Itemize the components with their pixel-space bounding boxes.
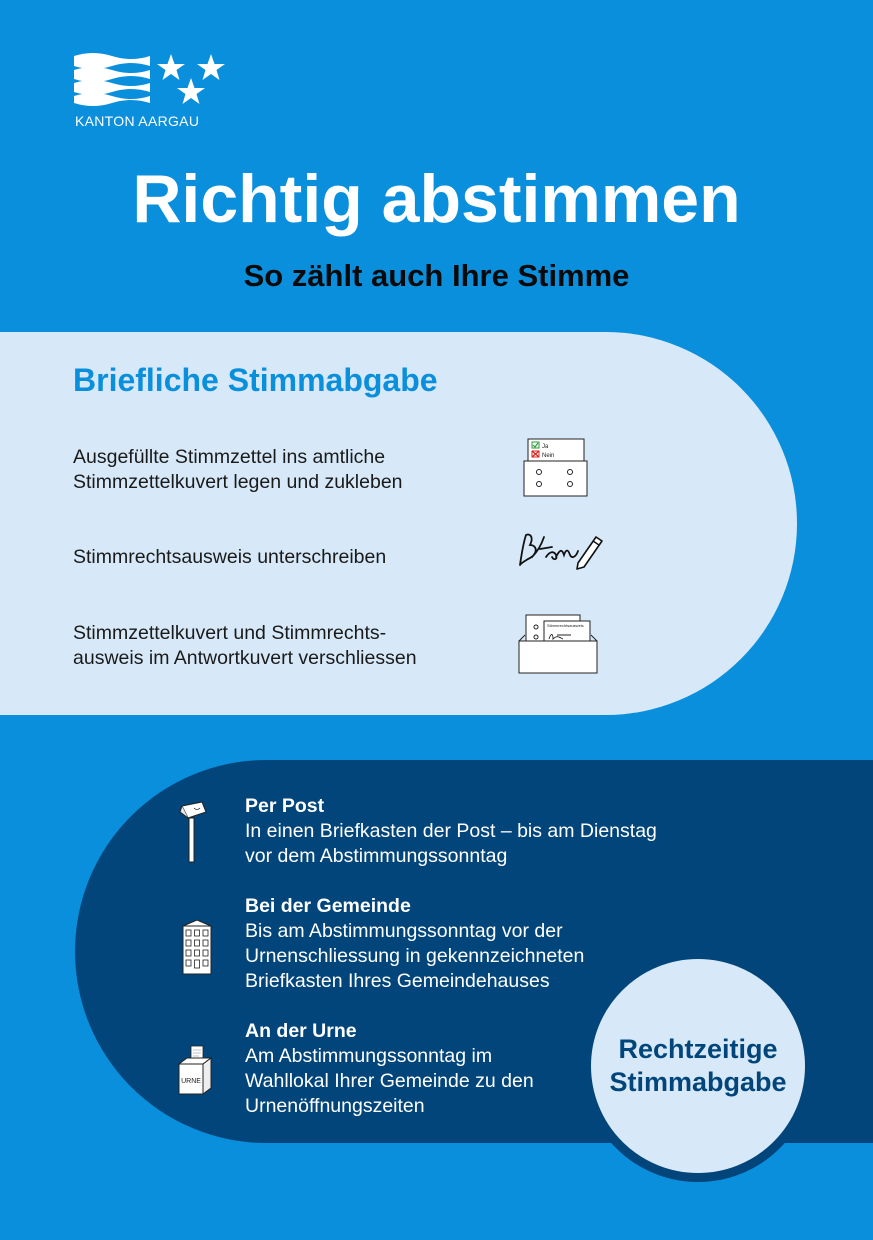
step-3-line-1: Stimmzettelkuvert und Stimmrechts- xyxy=(73,622,387,644)
item-urne-line-2: Wahllokal Ihrer Gemeinde zu den xyxy=(245,1070,534,1092)
ballot-envelope-icon xyxy=(522,437,590,499)
urne-label: URNE xyxy=(181,1078,201,1085)
item-urne-line-1: Am Abstimmungssonntag im xyxy=(245,1045,493,1067)
badge-text xyxy=(609,1033,786,1099)
ballot-yes-label: Ja xyxy=(542,444,549,450)
brand-name: KANTON AARGAU xyxy=(75,113,200,129)
step-2-line-1: Stimmrechtsausweis unterschreiben xyxy=(73,546,387,568)
rechtzeitige-badge xyxy=(582,950,814,1182)
page-title: Richtig abstimmen xyxy=(132,161,741,237)
page-subtitle: So zählt auch Ihre Stimme xyxy=(243,258,630,293)
card-label: Stimmrechtsausweis xyxy=(547,623,584,628)
mailbox-icon xyxy=(176,798,210,864)
item-gemeinde-title: Bei der Gemeinde xyxy=(245,895,411,917)
item-urne-line-3: Urnenöffnungszeiten xyxy=(245,1095,425,1117)
briefliche-heading: Briefliche Stimmabgabe xyxy=(73,362,438,398)
ballot-box-icon xyxy=(177,1044,213,1096)
step-2-text xyxy=(73,545,386,570)
badge-line-2: Stimmabgabe xyxy=(609,1067,787,1097)
item-gemeinde-line-3: Briefkasten Ihres Gemeindehauses xyxy=(245,970,550,992)
step-1-line-2: Stimmzettelkuvert legen und zukleben xyxy=(73,471,403,493)
item-urne-title: An der Urne xyxy=(245,1020,357,1042)
item-per-post-line-2: vor dem Abstimmungssonntag xyxy=(245,845,508,867)
item-gemeinde-line-1: Bis am Abstimmungssonntag vor der xyxy=(245,920,563,942)
item-per-post-title: Per Post xyxy=(245,795,325,817)
step-3-line-2: ausweis im Antwortkuvert verschliessen xyxy=(73,647,417,669)
step-3-text xyxy=(73,621,417,671)
signature-pen-icon xyxy=(516,527,606,575)
reply-envelope-icon xyxy=(517,613,599,675)
item-gemeinde-line-2: Urnenschliessung in gekennzeichneten xyxy=(245,945,585,967)
step-1-line-1: Ausgefüllte Stimmzettel ins amtliche xyxy=(73,446,386,468)
building-icon xyxy=(182,918,212,976)
item-per-post-line-1: In einen Briefkasten der Post – bis am Dienstag xyxy=(245,820,657,842)
step-1-text xyxy=(73,445,403,495)
badge-line-1: Rechtzeitige xyxy=(618,1034,778,1064)
item-per-post-body xyxy=(245,819,715,869)
ballot-no-label: Nein xyxy=(542,453,555,459)
